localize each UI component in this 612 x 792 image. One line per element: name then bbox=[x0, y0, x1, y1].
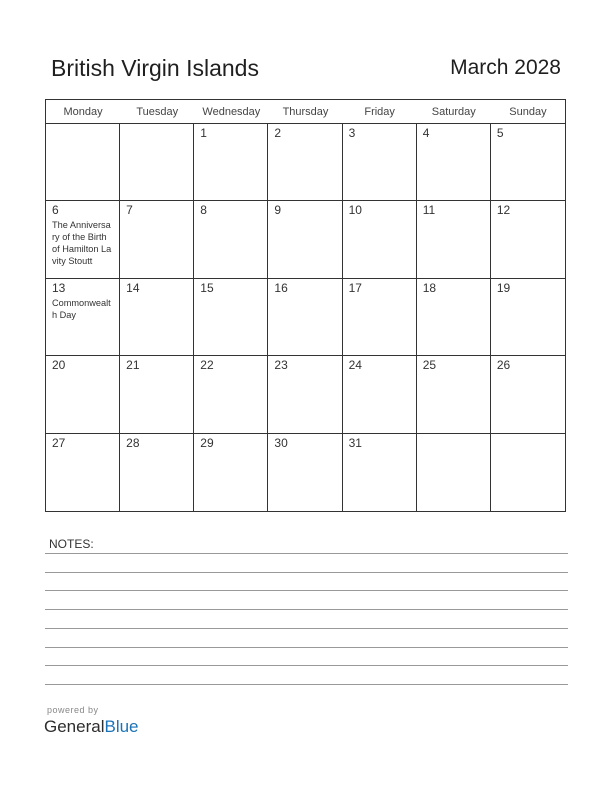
note-line[interactable] bbox=[45, 553, 568, 554]
day-number: 25 bbox=[422, 358, 437, 373]
day-cell[interactable] bbox=[343, 201, 417, 278]
weekday-header: Thursday bbox=[268, 100, 342, 124]
day-cell[interactable] bbox=[268, 279, 342, 356]
day-cell[interactable] bbox=[194, 279, 268, 356]
day-cell[interactable] bbox=[120, 279, 194, 356]
day-cell[interactable] bbox=[343, 434, 417, 511]
day-number: 8 bbox=[200, 203, 207, 218]
day-number: 17 bbox=[348, 280, 362, 295]
day-cell[interactable] bbox=[417, 201, 491, 278]
weekday-header: Sunday bbox=[491, 100, 565, 124]
day-cell[interactable] bbox=[194, 356, 268, 433]
day-number: 30 bbox=[274, 435, 288, 450]
calendar-grid bbox=[45, 99, 566, 512]
day-number: 18 bbox=[422, 280, 437, 295]
note-line[interactable] bbox=[45, 647, 568, 648]
day-cell[interactable] bbox=[194, 434, 268, 511]
day-cell[interactable] bbox=[491, 279, 565, 356]
holiday-label: The Anniversary of the Birth of Hamilton Lavity Stoutt bbox=[52, 220, 112, 267]
day-number: 3 bbox=[348, 126, 356, 140]
brand-logo[interactable] bbox=[44, 717, 139, 737]
day-number: 23 bbox=[274, 358, 288, 373]
day-number: 14 bbox=[126, 280, 140, 295]
day-number: 2 bbox=[274, 126, 282, 140]
day-cell[interactable] bbox=[120, 356, 194, 433]
day-number: 7 bbox=[126, 203, 133, 218]
calendar-title: British Virgin Islands bbox=[51, 55, 259, 81]
day-number: 16 bbox=[274, 280, 288, 295]
day-number: 26 bbox=[496, 358, 511, 373]
weekday-header: Wednesday bbox=[194, 100, 268, 124]
day-cell[interactable] bbox=[194, 124, 268, 201]
day-cell[interactable] bbox=[343, 356, 417, 433]
day-cell[interactable] bbox=[491, 356, 565, 433]
day-number: 20 bbox=[52, 358, 66, 373]
note-line[interactable] bbox=[45, 628, 568, 629]
day-number: 6 bbox=[52, 203, 59, 218]
day-cell[interactable] bbox=[268, 124, 342, 201]
notes-label: NOTES: bbox=[49, 537, 94, 551]
weekday-header: Saturday bbox=[417, 100, 491, 124]
day-cell[interactable] bbox=[46, 356, 120, 433]
day-cell[interactable] bbox=[268, 201, 342, 278]
day-cell[interactable] bbox=[120, 434, 194, 511]
note-line[interactable] bbox=[45, 572, 568, 573]
day-number: 4 bbox=[422, 126, 430, 140]
day-cell[interactable] bbox=[194, 201, 268, 278]
day-number: 27 bbox=[52, 435, 66, 450]
day-number: 15 bbox=[200, 280, 214, 295]
day-cell[interactable] bbox=[491, 201, 565, 278]
day-cell[interactable] bbox=[417, 434, 491, 511]
day-number: 28 bbox=[126, 435, 140, 450]
day-number: 1 bbox=[200, 126, 207, 140]
holiday-label: Commonwealth Day bbox=[52, 297, 111, 320]
day-cell[interactable] bbox=[46, 434, 120, 511]
day-cell[interactable] bbox=[46, 201, 120, 278]
day-cell[interactable] bbox=[120, 124, 194, 201]
day-cell[interactable] bbox=[343, 124, 417, 201]
month-year: March 2028 bbox=[450, 56, 561, 79]
weekday-header: Monday bbox=[46, 100, 120, 124]
day-cell[interactable] bbox=[343, 279, 417, 356]
day-number: 13 bbox=[52, 280, 66, 295]
note-line[interactable] bbox=[45, 665, 568, 666]
weekday-header: Tuesday bbox=[120, 100, 194, 124]
day-cell[interactable] bbox=[417, 124, 491, 201]
day-number: 9 bbox=[274, 203, 282, 218]
day-number: 31 bbox=[348, 435, 362, 450]
day-cell[interactable] bbox=[46, 124, 120, 201]
day-cell[interactable] bbox=[491, 124, 565, 201]
day-number: 21 bbox=[126, 358, 140, 373]
weekday-header: Friday bbox=[343, 100, 417, 124]
day-cell[interactable] bbox=[120, 201, 194, 278]
day-cell[interactable] bbox=[491, 434, 565, 511]
day-number: 5 bbox=[496, 126, 504, 140]
day-number: 22 bbox=[200, 358, 214, 373]
day-cell[interactable] bbox=[417, 356, 491, 433]
day-number: 12 bbox=[496, 203, 511, 218]
day-number: 10 bbox=[348, 203, 362, 218]
day-cell[interactable] bbox=[46, 279, 120, 356]
day-number: 29 bbox=[200, 435, 214, 450]
day-number: 11 bbox=[422, 203, 436, 218]
brand-name-part1: General bbox=[44, 717, 105, 736]
day-number: 19 bbox=[496, 280, 511, 295]
note-line[interactable] bbox=[45, 684, 568, 685]
note-line[interactable] bbox=[45, 590, 568, 591]
day-number: 24 bbox=[348, 358, 362, 373]
powered-by-text: powered by bbox=[47, 705, 99, 715]
day-cell[interactable] bbox=[417, 279, 491, 356]
note-line[interactable] bbox=[45, 609, 568, 610]
day-cell[interactable] bbox=[268, 356, 342, 433]
day-cell[interactable] bbox=[268, 434, 342, 511]
brand-name-part2: Blue bbox=[104, 717, 139, 736]
